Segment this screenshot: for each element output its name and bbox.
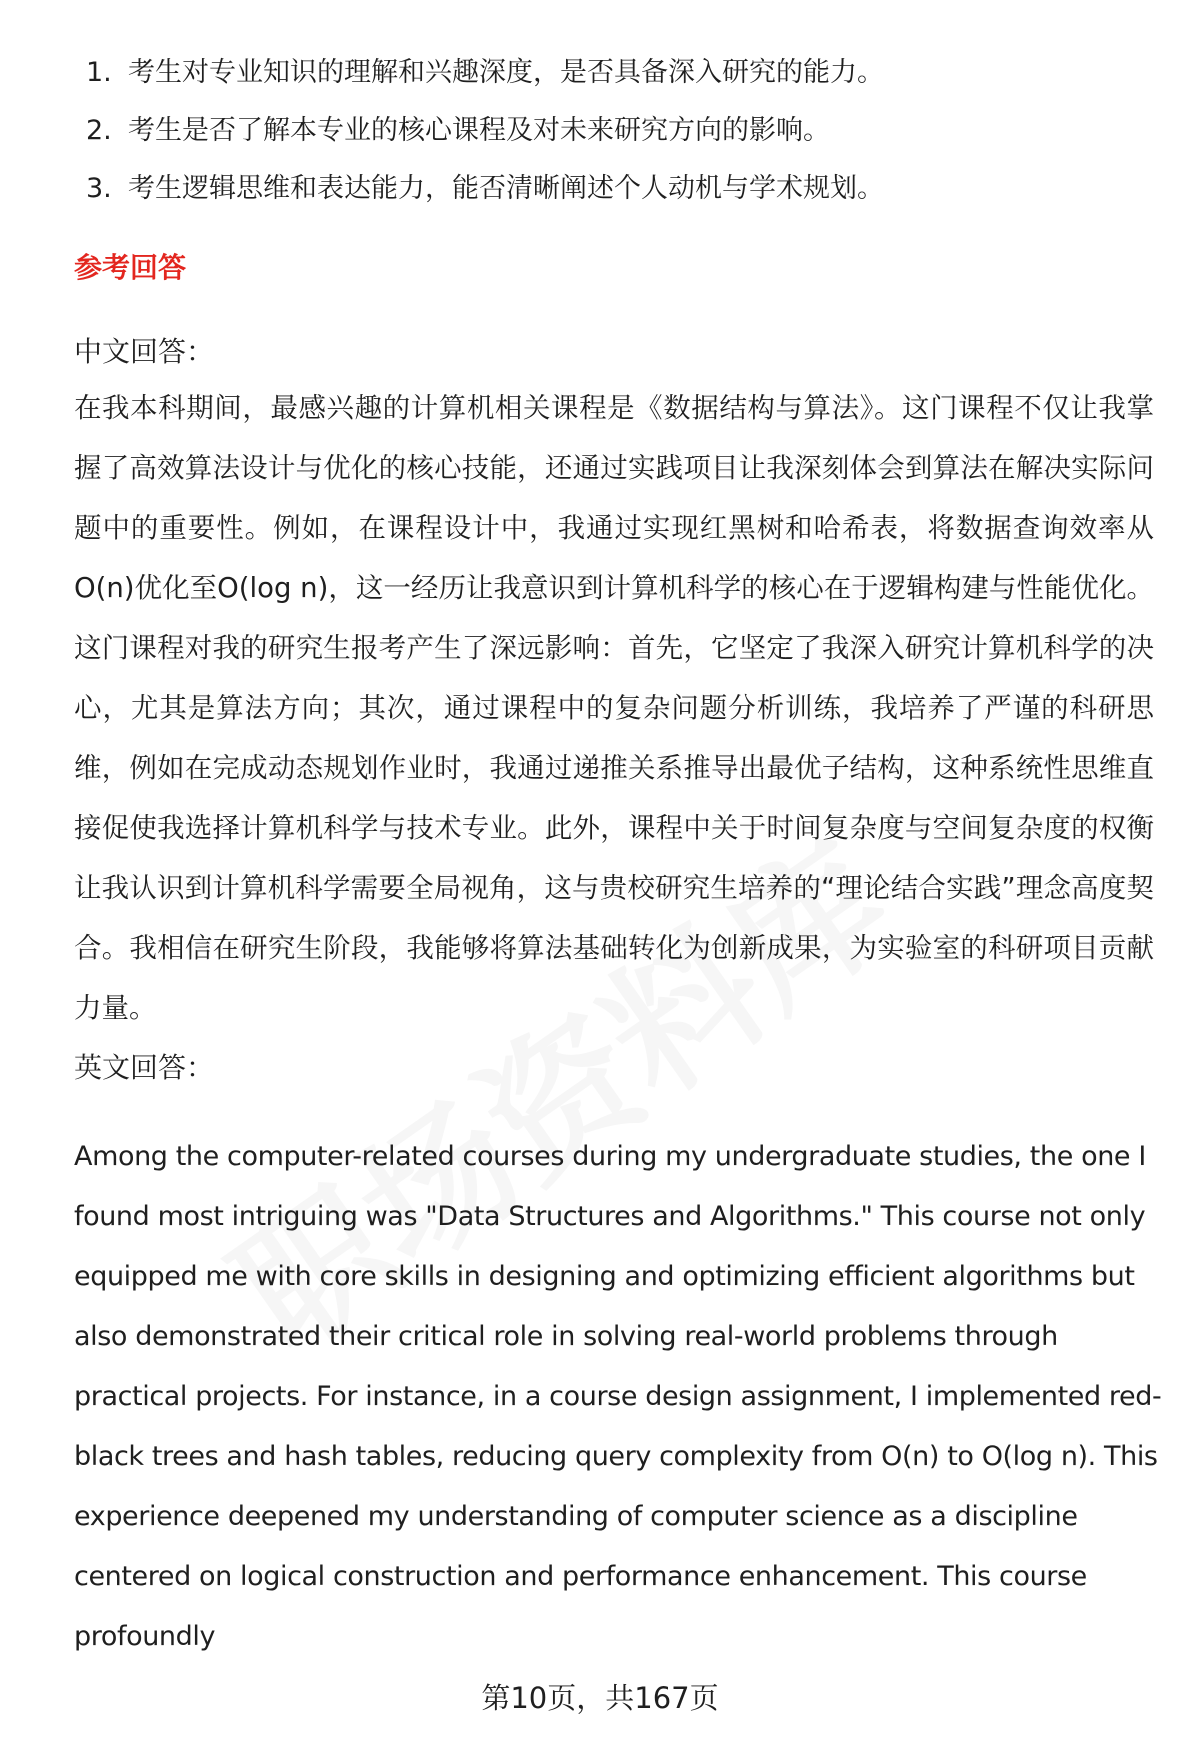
- chinese-answer-paragraph: 在我本科期间，最感兴趣的计算机相关课程是《数据结构与算法》。这门课程不仅让我掌握了高效算法设计与优化的核心技能，还通过实践项目让我深刻体会到算法在解决实际问题中的重要性。例如，在课程设计中，我通过实现红黑树和哈希表，将数据查询效率从O(n)优化至O(log n)，这一经历让我意识到计算机科学的核心在于逻辑构建与性能优化。这门课程对我的研究生报考产生了深远影响：首先，它坚定了我深入研究计算机科学的决心，尤其是算法方向；其次，通过课程中的复杂问题分析训练，我培养了严谨的科研思维，例如在完成动态规划作业时，我通过递推关系推导出最优子结构，这种系统性思维直接促使我选择计算机科学与技术专业。此外，课程中关于时间复杂度与空间复杂度的权衡让我认识到计算机科学需要全局视角，这与贵校研究生培养的“理论结合实践”理念高度契合。我相信在研究生阶段，我能够将算法基础转化为创新成果，为实验室的科研项目贡献力量。: [74, 392, 1154, 1024]
- english-answer-paragraph: Among the computer-related courses during my undergraduate studies, the one I found most intriguing was "Data Structures and Algorithms." This course not only equipped me with core skills in designing and optimizing efficient algorithms but also demonstrated their critical role in solving real-world problems through practical projects. For instance, in a course design assignment, I implemented red-black trees and hash tables, reducing query complexity from O(n) to O(log n). This experience deepened my understanding of computer science as a discipline centered on logical construction and performance enhancement. This course profoundly: [74, 1141, 1162, 1652]
- list-number: 2.: [86, 115, 112, 146]
- list-item: [86, 102, 884, 160]
- list-number: 3.: [86, 173, 112, 204]
- list-number: 1.: [86, 57, 112, 88]
- list-text: 考生逻辑思维和表达能力，能否清晰阐述个人动机与学术规划。: [128, 173, 884, 204]
- list-item: [86, 44, 884, 102]
- list-text: 考生是否了解本专业的核心课程及对未来研究方向的影响。: [128, 115, 830, 146]
- reference-answer-heading: 参考回答: [74, 251, 187, 284]
- criteria-list: [86, 44, 884, 218]
- list-text: 考生对专业知识的理解和兴趣深度，是否具备深入研究的能力。: [128, 57, 884, 88]
- page-footer: 第10页，共167页: [481, 1681, 719, 1715]
- english-answer-label: 英文回答：: [74, 1051, 215, 1084]
- list-item: [86, 160, 884, 218]
- chinese-answer-label: 中文回答：: [74, 335, 215, 368]
